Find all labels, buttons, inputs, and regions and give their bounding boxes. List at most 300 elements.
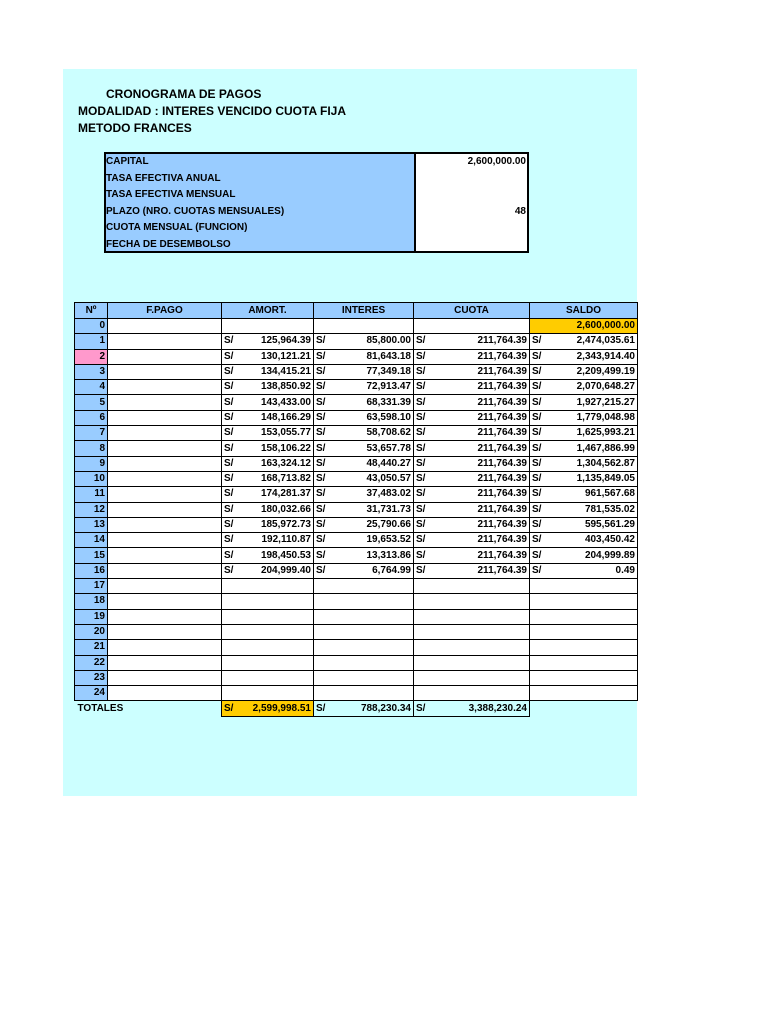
cell-value: 961,567.68 — [584, 488, 635, 500]
cell-interes[interactable] — [314, 563, 414, 578]
cell-value: 180,032.66 — [260, 503, 311, 515]
cell-fpago[interactable] — [108, 364, 222, 379]
cell-interes[interactable] — [314, 624, 414, 639]
cell-saldo[interactable] — [530, 686, 638, 701]
cell-cuota[interactable] — [414, 395, 530, 410]
cell-value: 211,764.39 — [477, 366, 527, 378]
cell-fpago[interactable] — [108, 640, 222, 655]
cell-value: 2,343,914.40 — [576, 350, 635, 362]
cell-fpago[interactable] — [108, 579, 222, 594]
cell-fpago[interactable] — [108, 609, 222, 624]
cell-cuota[interactable] — [414, 426, 530, 441]
currency-symbol: S/ — [316, 396, 326, 408]
cell-interes[interactable] — [314, 594, 414, 609]
cell-cuota[interactable] — [414, 579, 530, 594]
cell-saldo[interactable] — [530, 441, 638, 456]
cell-amort[interactable] — [222, 563, 314, 578]
cell-amort[interactable] — [222, 670, 314, 685]
cell-fpago[interactable] — [108, 456, 222, 471]
cell-interes[interactable] — [314, 609, 414, 624]
cell-cuota[interactable] — [414, 441, 530, 456]
cell-saldo[interactable] — [530, 563, 638, 578]
param-value[interactable]: 48 — [514, 205, 526, 217]
currency-symbol: S/ — [316, 503, 326, 515]
cell-value: 1,467,886.99 — [576, 442, 635, 454]
currency-symbol: S/ — [532, 534, 542, 546]
cell-value: 2,070,648.27 — [576, 381, 635, 393]
cell-cuota[interactable] — [414, 624, 530, 639]
currency-symbol: S/ — [532, 381, 542, 393]
currency-symbol: S/ — [416, 350, 426, 362]
cell-amort[interactable] — [222, 395, 314, 410]
cell-saldo[interactable] — [530, 471, 638, 486]
currency-symbol: S/ — [224, 549, 234, 561]
param-label[interactable]: TASA EFECTIVA MENSUAL — [106, 189, 236, 200]
cell-value: 134,415.21 — [260, 366, 311, 378]
parameter-labels — [106, 154, 416, 251]
cell-value: 31,731.73 — [366, 503, 411, 515]
cell-fpago[interactable] — [108, 548, 222, 563]
currency-symbol: S/ — [532, 488, 542, 500]
currency-symbol: S/ — [416, 519, 426, 530]
cell-saldo[interactable] — [530, 364, 638, 379]
cell-fpago[interactable] — [108, 471, 222, 486]
currency-symbol: S/ — [416, 503, 426, 515]
cell-value: 1,625,993.21 — [576, 427, 635, 439]
cell-saldo[interactable] — [530, 395, 638, 410]
currency-symbol: S/ — [416, 564, 426, 576]
cell-value: 148,166.29 — [260, 411, 311, 423]
cell-saldo[interactable] — [530, 670, 638, 685]
cell-n[interactable]: 20 — [75, 624, 108, 639]
table-row — [75, 364, 638, 379]
cell-cuota[interactable] — [414, 533, 530, 548]
currency-symbol: S/ — [416, 366, 426, 378]
cell-amort[interactable] — [222, 319, 314, 334]
cell-n[interactable]: 10 — [75, 471, 108, 486]
cell-n[interactable]: 12 — [75, 502, 108, 517]
cell-cuota[interactable] — [414, 471, 530, 486]
table-row — [75, 609, 638, 624]
cell-value: 403,450.42 — [584, 534, 635, 546]
currency-symbol: S/ — [532, 350, 542, 362]
currency-symbol: S/ — [316, 366, 326, 378]
currency-symbol: S/ — [224, 427, 234, 439]
cell-amort[interactable] — [222, 349, 314, 364]
cell-n[interactable]: 23 — [75, 670, 108, 685]
cell-cuota[interactable] — [414, 594, 530, 609]
cell-interes[interactable] — [314, 533, 414, 548]
cell-value: 163,324.12 — [260, 457, 311, 469]
cell-n[interactable]: 17 — [75, 579, 108, 594]
cell-value: 72,913.47 — [366, 381, 411, 393]
param-label[interactable]: CAPITAL — [106, 156, 149, 167]
currency-symbol: S/ — [316, 473, 326, 485]
cell-saldo[interactable] — [530, 456, 638, 471]
cell-interes[interactable] — [314, 471, 414, 486]
cell-saldo[interactable] — [530, 594, 638, 609]
cell-fpago[interactable] — [108, 563, 222, 578]
cell-amort[interactable] — [222, 579, 314, 594]
col-header-fpago[interactable]: F.PAGO — [108, 303, 222, 319]
cell-interes[interactable] — [314, 380, 414, 395]
cell-fpago[interactable] — [108, 426, 222, 441]
cell-value: 77,349.18 — [366, 366, 411, 378]
col-header-cuota[interactable]: CUOTA — [414, 303, 530, 319]
table-row — [75, 579, 638, 594]
cell-fpago[interactable] — [108, 380, 222, 395]
cell-cuota[interactable] — [414, 517, 530, 532]
table-row — [75, 594, 638, 609]
currency-symbol: S/ — [416, 411, 426, 423]
parameter-values — [416, 154, 527, 251]
cell-saldo[interactable] — [530, 410, 638, 425]
currency-symbol: S/ — [224, 503, 234, 515]
cell-interes[interactable] — [314, 426, 414, 441]
cell-n[interactable]: 19 — [75, 609, 108, 624]
cell-value: 13,313.86 — [366, 549, 411, 561]
cell-saldo[interactable] — [530, 655, 638, 670]
currency-symbol: S/ — [224, 335, 234, 347]
cell-amort[interactable] — [222, 640, 314, 655]
currency-symbol: S/ — [416, 427, 426, 439]
cell-value: 211,764.39 — [477, 503, 527, 515]
cell-value: 1,779,048.98 — [576, 411, 635, 423]
cell-saldo[interactable] — [530, 334, 638, 349]
cell-n[interactable]: 4 — [75, 380, 108, 395]
cell-interes[interactable] — [314, 502, 414, 517]
cell-fpago[interactable] — [108, 670, 222, 685]
cell-saldo[interactable] — [530, 624, 638, 639]
col-header-interes[interactable]: INTERES — [314, 303, 414, 319]
table-row — [75, 426, 638, 441]
param-value[interactable] — [416, 187, 527, 204]
cell-saldo[interactable] — [530, 609, 638, 624]
cell-value: 211,764.39 — [477, 488, 527, 500]
cell-n[interactable]: 3 — [75, 364, 108, 379]
cell-interes[interactable] — [314, 487, 414, 502]
currency-symbol: S/ — [416, 457, 426, 469]
cell-fpago[interactable] — [108, 624, 222, 639]
cell-amort[interactable] — [222, 533, 314, 548]
cell-n[interactable]: 8 — [75, 441, 108, 456]
cell-interes[interactable] — [314, 517, 414, 532]
currency-symbol: S/ — [416, 534, 426, 546]
cell-interes[interactable] — [314, 364, 414, 379]
cell-value: 192,110.87 — [261, 534, 311, 546]
cell-interes[interactable] — [314, 410, 414, 425]
cell-amort[interactable] — [222, 686, 314, 701]
currency-symbol: S/ — [316, 381, 326, 393]
table-row — [75, 487, 638, 502]
cell-value: 158,106.22 — [260, 442, 311, 454]
cell-amort[interactable] — [222, 548, 314, 563]
currency-symbol: S/ — [532, 549, 542, 561]
cell-n[interactable]: 14 — [75, 533, 108, 548]
table-row — [75, 471, 638, 486]
cell-saldo[interactable] — [530, 640, 638, 655]
cell-amort[interactable] — [222, 487, 314, 502]
currency-symbol: S/ — [316, 427, 326, 439]
param-value[interactable] — [416, 220, 527, 237]
param-label[interactable]: FECHA DE DESEMBOLSO — [106, 238, 231, 250]
currency-symbol: S/ — [532, 442, 542, 454]
param-label[interactable]: TASA EFECTIVA ANUAL — [106, 172, 221, 184]
cell-fpago[interactable] — [108, 533, 222, 548]
cell-fpago[interactable] — [108, 349, 222, 364]
cell-saldo[interactable] — [530, 517, 638, 532]
cell-value: 1,135,849.05 — [576, 473, 635, 485]
cell-saldo[interactable] — [530, 502, 638, 517]
table-row — [75, 319, 638, 334]
currency-symbol: S/ — [224, 350, 234, 362]
totals-label: TOTALES — [77, 702, 124, 714]
cell-interes[interactable] — [314, 686, 414, 701]
cell-amort[interactable] — [222, 517, 314, 532]
cell-amort[interactable] — [222, 380, 314, 395]
cell-cuota[interactable] — [414, 319, 530, 334]
cell-interes[interactable] — [314, 640, 414, 655]
currency-symbol: S/ — [224, 564, 234, 576]
cell-interes[interactable] — [314, 441, 414, 456]
currency-symbol: S/ — [316, 534, 326, 546]
cell-value: 19,653.52 — [366, 534, 411, 546]
page-title: CRONOGRAMA DE PAGOS — [106, 87, 262, 101]
cell-cuota[interactable] — [414, 349, 530, 364]
cell-cuota[interactable] — [414, 456, 530, 471]
currency-symbol: S/ — [316, 519, 326, 530]
cell-saldo[interactable]: 2,600,000.00 — [530, 319, 638, 334]
cell-interes[interactable] — [314, 670, 414, 685]
currency-symbol: S/ — [532, 366, 542, 378]
cell-value: 781,535.02 — [584, 503, 635, 515]
cell-interes[interactable] — [314, 349, 414, 364]
cell-cuota[interactable] — [414, 548, 530, 563]
table-header-row — [75, 303, 638, 319]
cell-n[interactable]: 13 — [75, 517, 108, 532]
cell-fpago[interactable] — [108, 319, 222, 334]
cell-value: 68,331.39 — [366, 396, 411, 408]
cell-interes[interactable] — [314, 655, 414, 670]
cell-fpago[interactable] — [108, 594, 222, 609]
cell-amort[interactable] — [222, 441, 314, 456]
cell-amort[interactable] — [222, 334, 314, 349]
cell-value: 198,450.53 — [260, 549, 311, 561]
cell-fpago[interactable] — [108, 655, 222, 670]
cell-n[interactable]: 16 — [75, 563, 108, 578]
cell-interes[interactable] — [314, 456, 414, 471]
cell-amort[interactable] — [222, 410, 314, 425]
currency-symbol: S/ — [532, 396, 542, 408]
cell-amort[interactable] — [222, 609, 314, 624]
cell-cuota[interactable] — [414, 334, 530, 349]
cell-value: 0.49 — [615, 564, 635, 576]
cell-n[interactable]: 18 — [75, 594, 108, 609]
cell-cuota[interactable] — [414, 655, 530, 670]
cell-fpago[interactable] — [108, 487, 222, 502]
currency-symbol: S/ — [416, 488, 426, 500]
currency-symbol: S/ — [316, 457, 326, 469]
cell-interes[interactable] — [314, 548, 414, 563]
cell-saldo[interactable] — [530, 349, 638, 364]
cell-fpago[interactable] — [108, 686, 222, 701]
cell-value: 211,764.39 — [477, 427, 527, 439]
cell-n[interactable]: 15 — [75, 548, 108, 563]
currency-symbol: S/ — [224, 473, 234, 485]
col-header-saldo[interactable]: SALDO — [530, 303, 638, 319]
cell-n[interactable]: 11 — [75, 487, 108, 502]
total-interes[interactable] — [314, 701, 414, 716]
cell-amort[interactable] — [222, 471, 314, 486]
cell-cuota[interactable] — [414, 502, 530, 517]
currency-symbol: S/ — [224, 457, 234, 469]
cell-value: 43,050.57 — [366, 473, 411, 485]
cell-value: 211,764.39 — [477, 442, 527, 454]
cell-n[interactable]: 1 — [75, 334, 108, 349]
payment-schedule-table — [74, 302, 638, 717]
cell-amort[interactable] — [222, 655, 314, 670]
cell-value: 211,764.39 — [477, 350, 527, 362]
cell-fpago[interactable] — [108, 441, 222, 456]
cell-fpago[interactable] — [108, 334, 222, 349]
currency-symbol: S/ — [416, 396, 426, 408]
cell-saldo[interactable] — [530, 426, 638, 441]
cell-n[interactable]: 5 — [75, 395, 108, 410]
cell-value: 204,999.89 — [584, 549, 635, 561]
table-row — [75, 624, 638, 639]
cell-interes[interactable] — [314, 579, 414, 594]
cell-value: 211,764.39 — [477, 411, 527, 423]
currency-symbol: S/ — [532, 503, 542, 515]
cell-cuota[interactable] — [414, 487, 530, 502]
cell-fpago[interactable] — [108, 410, 222, 425]
cell-n[interactable]: 2 — [75, 349, 108, 364]
cell-n[interactable]: 6 — [75, 410, 108, 425]
total-value: 3,388,230.24 — [468, 702, 527, 714]
table-row — [75, 395, 638, 410]
cell-value: 1,304,562.87 — [576, 457, 635, 469]
cell-n[interactable]: 21 — [75, 640, 108, 655]
table-row — [75, 502, 638, 517]
cell-amort[interactable] — [222, 624, 314, 639]
cell-cuota[interactable] — [414, 670, 530, 685]
cell-interes[interactable] — [314, 319, 414, 334]
table-row — [75, 563, 638, 578]
col-header-n[interactable]: Nº — [75, 303, 108, 319]
cell-n[interactable]: 24 — [75, 686, 108, 701]
currency-symbol: S/ — [532, 427, 542, 439]
cell-cuota[interactable] — [414, 640, 530, 655]
param-label[interactable]: PLAZO (NRO. CUOTAS MENSUALES) — [106, 205, 285, 217]
currency-symbol: S/ — [416, 473, 426, 485]
cell-value: 2,209,499.19 — [576, 366, 635, 378]
cell-cuota[interactable] — [414, 686, 530, 701]
cell-value: 37,483.02 — [366, 488, 411, 500]
currency-symbol: S/ — [316, 549, 326, 561]
param-value[interactable]: 2,600,000.00 — [467, 156, 526, 167]
param-value[interactable] — [416, 171, 527, 188]
cell-saldo[interactable] — [530, 533, 638, 548]
param-label[interactable]: CUOTA MENSUAL (FUNCION) — [106, 222, 248, 233]
cell-fpago[interactable] — [108, 395, 222, 410]
cell-value: 125,964.39 — [260, 335, 311, 347]
cell-n[interactable]: 9 — [75, 456, 108, 471]
table-row — [75, 334, 638, 349]
cell-value: 25,790.66 — [366, 519, 411, 530]
currency-symbol: S/ — [224, 366, 234, 378]
currency-symbol: S/ — [316, 702, 326, 714]
cell-cuota[interactable] — [414, 609, 530, 624]
cell-amort[interactable] — [222, 426, 314, 441]
currency-symbol: S/ — [316, 442, 326, 454]
cell-value: 204,999.40 — [260, 564, 311, 576]
currency-symbol: S/ — [532, 473, 542, 485]
cell-n[interactable]: 22 — [75, 655, 108, 670]
cell-value: 85,800.00 — [366, 335, 411, 347]
cell-amort[interactable] — [222, 364, 314, 379]
param-value[interactable] — [416, 237, 527, 254]
currency-symbol: S/ — [224, 534, 234, 546]
cell-value: 168,713.82 — [260, 473, 311, 485]
cell-value: 1,927,215.27 — [576, 396, 635, 408]
cell-saldo[interactable] — [530, 380, 638, 395]
table-row — [75, 349, 638, 364]
cell-value: 138,850.92 — [260, 381, 311, 393]
table-row — [75, 670, 638, 685]
metodo-label: METODO FRANCES — [78, 121, 192, 135]
cell-value: 211,764.39 — [477, 457, 527, 469]
cell-interes[interactable] — [314, 395, 414, 410]
cell-fpago[interactable] — [108, 502, 222, 517]
currency-symbol: S/ — [224, 702, 234, 714]
currency-symbol: S/ — [532, 564, 542, 576]
currency-symbol: S/ — [532, 457, 542, 469]
currency-symbol: S/ — [224, 442, 234, 454]
cell-interes[interactable] — [314, 334, 414, 349]
cell-value: 63,598.10 — [366, 411, 411, 423]
cell-fpago[interactable] — [108, 517, 222, 532]
cell-cuota[interactable] — [414, 380, 530, 395]
cell-value: 211,764.39 — [477, 564, 527, 576]
col-header-amort[interactable]: AMORT. — [222, 303, 314, 319]
total-amort[interactable] — [222, 701, 314, 716]
cell-saldo[interactable] — [530, 548, 638, 563]
currency-symbol: S/ — [224, 396, 234, 408]
cell-cuota[interactable] — [414, 410, 530, 425]
cell-amort[interactable] — [222, 502, 314, 517]
cell-cuota[interactable] — [414, 563, 530, 578]
cell-cuota[interactable] — [414, 364, 530, 379]
totals-row — [75, 701, 638, 716]
currency-symbol: S/ — [416, 381, 426, 393]
cell-amort[interactable] — [222, 456, 314, 471]
total-cuota[interactable] — [414, 701, 530, 716]
cell-saldo[interactable] — [530, 579, 638, 594]
total-empty — [530, 701, 638, 716]
cell-amort[interactable] — [222, 594, 314, 609]
currency-symbol: S/ — [316, 350, 326, 362]
cell-n[interactable]: 7 — [75, 426, 108, 441]
currency-symbol: S/ — [416, 442, 426, 454]
cell-value: 595,561.29 — [584, 519, 635, 530]
cell-n[interactable]: 0 — [75, 319, 108, 334]
currency-symbol: S/ — [532, 411, 542, 423]
cell-value: 2,474,035.61 — [576, 335, 635, 347]
cell-saldo[interactable] — [530, 487, 638, 502]
modalidad-label: MODALIDAD : INTERES VENCIDO CUOTA FIJA — [78, 104, 347, 118]
cell-value: 211,764.39 — [477, 396, 527, 408]
currency-symbol: S/ — [224, 381, 234, 393]
